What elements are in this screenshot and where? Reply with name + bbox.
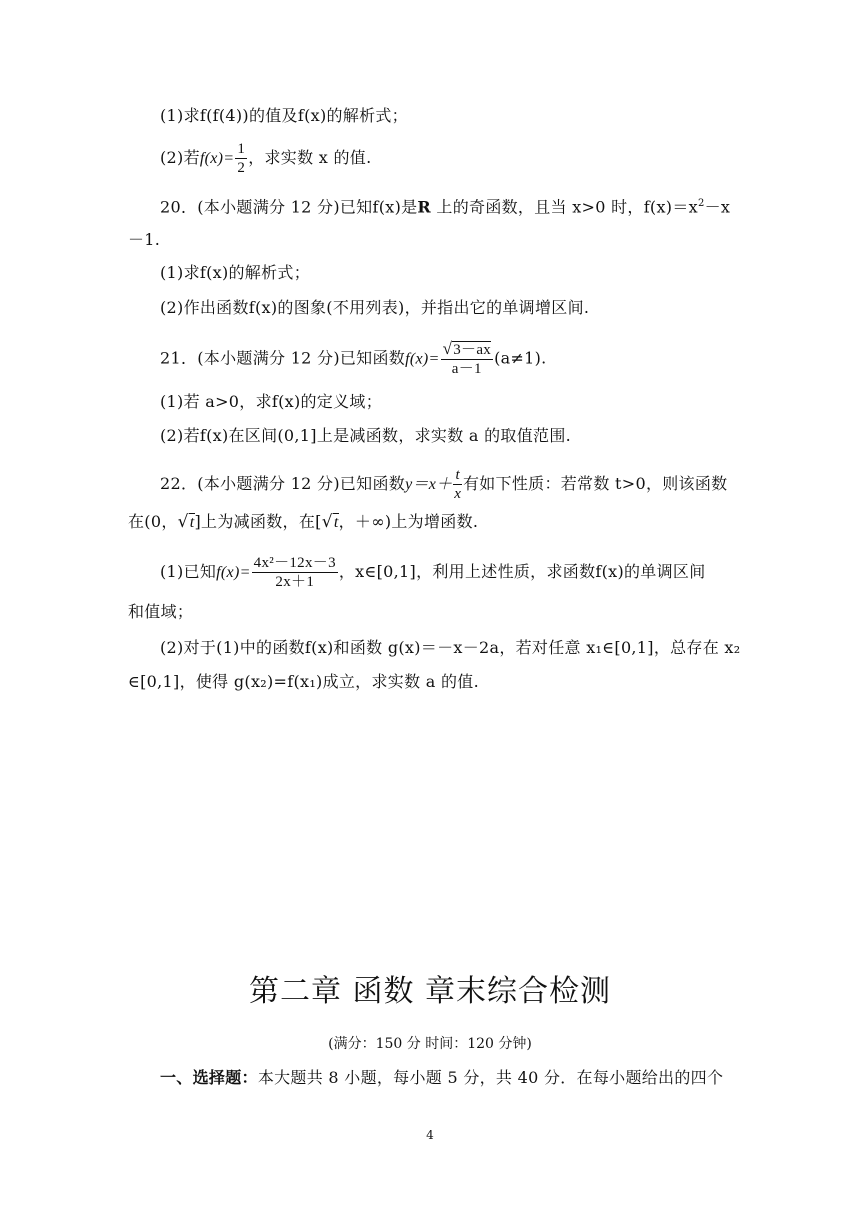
- q19-part2-prefix: (2)若: [160, 148, 200, 167]
- q20-stem-a: 20．(本小题满分 12 分)已知: [160, 197, 373, 217]
- q22-line2-t1: t: [189, 514, 195, 531]
- q21-fraction-num: [441, 340, 494, 360]
- q22-stem-a: 22．(本小题满分 12 分)已知函数: [160, 474, 406, 493]
- q22-part1-cont: 和值域；: [128, 602, 194, 621]
- q20-stem-cont: －1.: [128, 230, 161, 249]
- q22-part1-fx: f(x)=: [216, 564, 251, 581]
- chapter-title: 第二章 函数 章末综合检测: [248, 974, 612, 1009]
- q22-part2-cont: ∈[0,1]，使得 g(x₂)=f(x₁)成立，求实数 a 的值.: [128, 672, 479, 691]
- q22-line2-b: ]上为减函数，在[: [194, 512, 322, 531]
- q20-stem-d: －x: [704, 197, 731, 217]
- q19-part2-suffix: ，求实数 x 的值.: [248, 148, 372, 167]
- q19-part1: (1)求f(f(4))的值及f(x)的解析式；: [160, 106, 408, 125]
- q19-fraction-num: 1: [237, 141, 246, 157]
- q22-part1-a: (1)已知: [160, 562, 217, 581]
- q21-part1: (1)若 a>0，求f(x)的定义域；: [160, 392, 383, 411]
- q19-fraction: [235, 140, 247, 177]
- q20-part1: (1)求f(x)的解析式；: [160, 263, 310, 282]
- section-heading: [160, 1068, 723, 1088]
- q21-stem-b: (a≠1).: [494, 348, 547, 368]
- q22-part1-fraction-num: 4x²－12x－3: [253, 555, 336, 571]
- chapter-subtitle: (满分：150 分 时间：120 分钟): [328, 1036, 532, 1052]
- q20-stem-b: f(x)是: [372, 197, 418, 217]
- q22-fraction-den: x: [454, 486, 462, 502]
- q22-part1-b: ，x∈[0,1]，利用上述性质，求函数f(x)的单调区间: [338, 562, 706, 581]
- q21-stem: [160, 340, 547, 378]
- q21-radicand: 3－ax: [453, 342, 492, 358]
- q21-stem-a: 21．(本小题满分 12 分)已知函数: [160, 348, 406, 368]
- q19-fraction-den: 2: [237, 160, 246, 176]
- q22-part1: [160, 554, 706, 591]
- q22-line2-c: ，＋∞)上为增函数.: [338, 512, 479, 531]
- page-number: 4: [426, 1128, 434, 1142]
- q20-part2: (2)作出函数f(x)的图象(不用列表)，并指出它的单调增区间.: [160, 298, 590, 317]
- section-label: 一、选择题：: [160, 1068, 258, 1087]
- q22-line2-t2: t: [333, 514, 339, 531]
- q22-part2: (2)对于(1)中的函数f(x)和函数 g(x)＝－x－2a，若对任意 x₁∈[0,1]，总存在 x₂: [160, 638, 741, 657]
- q20-stem-bold-r: R: [417, 197, 432, 217]
- q21-part2: (2)若f(x)在区间(0,1]上是减函数，求实数 a 的取值范围.: [160, 426, 572, 445]
- q21-fraction: [441, 340, 494, 378]
- q22-fraction: [453, 466, 461, 503]
- q22-stem: [160, 466, 727, 503]
- q19-part2-fx: f(x)=: [199, 150, 235, 167]
- q19-part2: [160, 140, 371, 177]
- q20-stem: [160, 194, 730, 217]
- q22-stem-b: 有如下性质：若常数 t>0，则该函数: [462, 474, 728, 493]
- sqrt-symbol-icon: √: [321, 512, 333, 532]
- q21-fraction-den: a－1: [451, 361, 482, 377]
- q22-part1-fraction-den: 2x＋1: [275, 574, 315, 590]
- q22-fraction-num: t: [455, 467, 460, 483]
- q22-stem-y: y＝x＋: [405, 476, 453, 493]
- sqrt-symbol-icon: √: [177, 512, 189, 532]
- sqrt-symbol-icon: √: [442, 339, 453, 358]
- q22-part1-fraction: [252, 554, 338, 591]
- section-text: 本大题共 8 小题，每小题 5 分，共 40 分．在每小题给出的四个: [257, 1068, 724, 1087]
- q20-stem-sup: 2: [697, 198, 705, 209]
- q22-line2-a: 在(0，: [128, 512, 178, 531]
- q20-stem-c: 上的奇函数，且当 x>0 时，f(x)＝x: [431, 197, 698, 217]
- q21-stem-fx: f(x)=: [405, 350, 440, 368]
- q22-stem-line2: [128, 512, 478, 533]
